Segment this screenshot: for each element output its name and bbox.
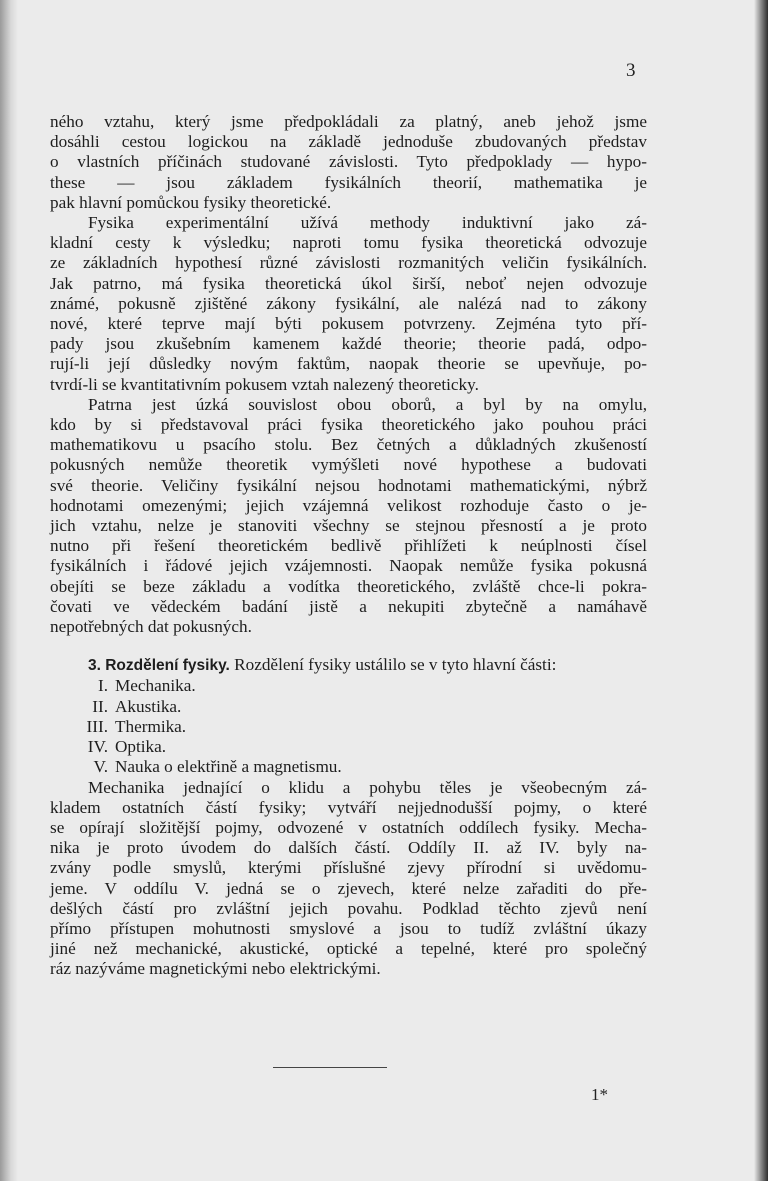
list-number: I. — [97, 676, 108, 696]
list-item — [50, 757, 647, 777]
list-label: Akustika. — [115, 696, 182, 716]
text-line: kladní cesty k výsledku; naproti tomu fysika theoretická odvozuje — [50, 233, 647, 253]
text-line: Jak patrno, má fysika theoretická úkol širší, neboť nejen odvozuje — [50, 273, 647, 293]
text-line: pady jsou zkušebním kamenem každé theorie; theorie padá, odpo- — [50, 334, 647, 354]
list-label: Nauka o elektřině a magnetismu. — [115, 757, 342, 777]
body-text — [50, 112, 647, 980]
page-number: 3 — [626, 60, 636, 81]
list-label: Thermika. — [115, 716, 187, 736]
page-binding-shadow — [754, 0, 768, 1181]
section-spacer — [50, 637, 647, 655]
list-item — [50, 737, 647, 757]
section-heading: 3. Rozdělení fysiky. — [88, 657, 230, 675]
text-line: ze základních hypothesí různé závislosti rozmanitých veličin fysikálních. — [50, 253, 647, 273]
text-line: nutno při řešení theoretickém bedlivě přihlížeti k neúplnosti čísel — [50, 536, 647, 556]
section-intro: Rozdělení fysiky ustálilo se v tyto hlavní části: — [234, 655, 557, 675]
paragraph-2 — [50, 213, 647, 395]
paragraph-3 — [50, 395, 647, 637]
text-line: jeme. V oddílu V. jedná se o zjevech, které nelze zařaditi do pře- — [50, 878, 647, 898]
text-line: ráz nazýváme magnetickými nebo elektrickými. — [50, 959, 381, 979]
text-line: pak hlavní pomůckou fysiky theoretické. — [50, 192, 332, 212]
paragraph-4 — [50, 778, 647, 980]
text-line: these — jsou základem fysikálních theorií, mathematika je — [50, 172, 647, 192]
list-number: IV. — [87, 737, 108, 757]
signature-mark: 1* — [591, 1085, 608, 1104]
text-line: fysikálních i řádové jejich vzájemnosti. Naopak nemůže fysika pokusná — [50, 556, 647, 576]
text-line: známé, pokusně zjištěné zákony fysikální, ale nalézá nad to zákony — [50, 293, 647, 313]
text-line: se opírají složitější pojmy, odvozené v ostatních oddílech fysiky. Mecha- — [50, 817, 647, 837]
text-line: Mechanika jednající o klidu a pohybu těles je všeobecným zá- — [88, 777, 647, 797]
text-line: dešlých částí pro zvláštní jejich povahu. Podklad těchto zjevů není — [50, 898, 647, 918]
text-line: kdo by si představoval práci fysika theoretického jako pouhou práci — [50, 415, 647, 435]
text-line: Fysika experimentální užívá methody induktivní jako zá- — [88, 213, 647, 233]
paragraph-1 — [50, 112, 647, 213]
text-line: Patrna jest úzká souvislost obou oborů, a byl by na omylu, — [88, 394, 647, 414]
text-line: pokusných nemůže theoretik vymýšleti nové hypothese a budovati — [50, 455, 647, 475]
list-item — [50, 697, 647, 717]
text-line: nové, které teprve mají býti pokusem potvrzeny. Zejména tyto pří- — [50, 314, 647, 334]
text-line: zvány podle smyslů, kterými příslušné zjevy přírodní si uvědomu- — [50, 858, 647, 878]
list-label: Mechanika. — [115, 676, 196, 696]
text-line: nepotřebných dat pokusných. — [50, 617, 252, 637]
section-heading-line — [50, 655, 647, 676]
text-line: jich vztahu, nelze je stanoviti všechny se stejnou přesností a je proto — [50, 516, 647, 536]
list-label: Optika. — [115, 737, 167, 757]
list-number: III. — [86, 716, 108, 736]
page-left-shadow — [0, 0, 18, 1181]
footnote-rule — [273, 1067, 387, 1068]
text-line: mathematikovu u psacího stolu. Bez četných a důkladných zkušeností — [50, 435, 647, 455]
text-line: dosáhli cestou logickou na základě jednoduše zbudovaných představ — [50, 132, 647, 152]
text-line: kladem ostatních částí fysiky; vytváří nejjednodušší pojmy, o které — [50, 797, 647, 817]
section-3 — [50, 655, 647, 777]
text-line: nika je proto úvodem do dalších částí. Oddíly II. až IV. byly na- — [50, 838, 647, 858]
list-number: V. — [93, 757, 108, 777]
text-line: ného vztahu, který jsme předpokládali za platný, aneb jehož jsme — [50, 112, 647, 131]
text-line: obejíti se beze základu a vodítka theoretického, zvláště chce-li pokra- — [50, 576, 647, 596]
text-line: rují-li její důsledky novým faktům, naopak theorie se upevňuje, po- — [50, 354, 647, 374]
text-line: hodnotami omezenými; jejich vzájemná velikost rozhoduje často o je- — [50, 495, 647, 515]
text-line: jiné než mechanické, akustické, optické a tepelné, které pro společný — [50, 939, 647, 959]
list-number: II. — [92, 696, 108, 716]
text-line: tvrdí-li se kvantitativním pokusem vztah nalezený theoreticky. — [50, 374, 479, 394]
text-line: čovati ve vědeckém badání jistě a nekupiti zbytečně a namáhavě — [50, 596, 647, 616]
text-line: přímo přístupen mohutnosti smyslové a jsou to tudíž zvláštní úkazy — [50, 918, 647, 938]
text-line: o vlastních příčinách studované závislosti. Tyto předpoklady — hypo- — [50, 152, 647, 172]
list-item — [50, 676, 647, 696]
list-item — [50, 717, 647, 737]
text-line: své theorie. Veličiny fysikální nejsou hodnotami mathematickými, nýbrž — [50, 475, 647, 495]
